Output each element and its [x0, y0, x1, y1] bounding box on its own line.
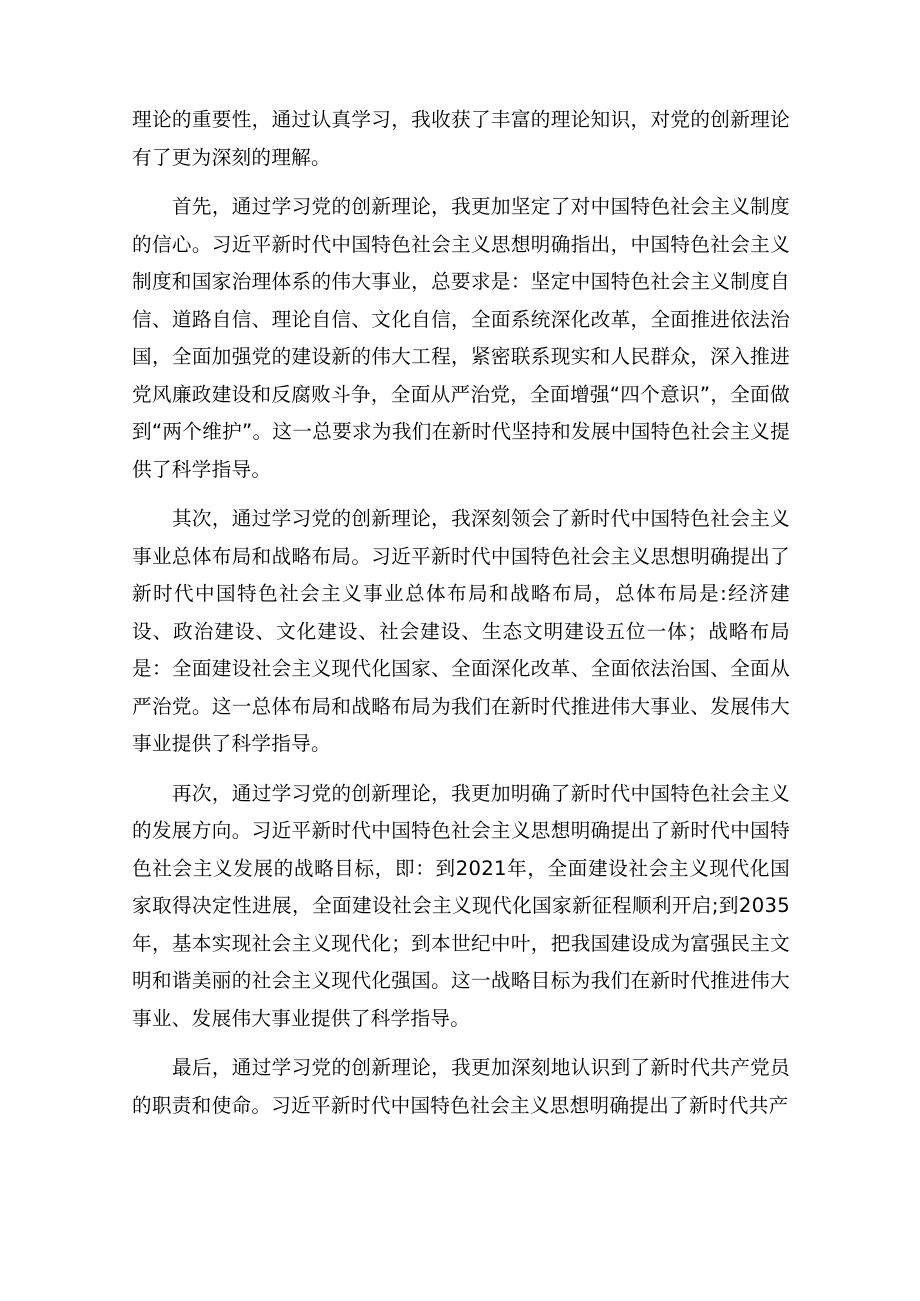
paragraph-second: 其次，通过学习党的创新理论，我深刻领会了新时代中国特色社会主义事业总体布局和战略布局。习近平新时代中国特色社会主义思想明确提出了新时代中国特色社会主义事业总体布局和战略布局，总体布局是:经济建设、政治建设、文化建设、社会建设、生态文明建设五位一体；战略布局是：全面建设社会主义现代化国家、全面深化改革、全面依法治国、全面从严治党。这一总体布局和战略布局为我们在新时代推进伟大事业、发展伟大事业提供了科学指导。 [132, 507, 790, 755]
paragraph-third: 再次，通过学习党的创新理论，我更加明确了新时代中国特色社会主义的发展方向。习近平新时代中国特色社会主义思想明确提出了新时代中国特色社会主义发展的战略目标，即：到2021年，全面建设社会主义现代化国家取得决定性进展，全面建设社会主义现代化国家新征程顺利开启;到2035年，基本实现社会主义现代化；到本世纪中叶，把我国建设成为富强民主文明和谐美丽的社会主义现代化强国。这一战略目标为我们在新时代推进伟大事业、发展伟大事业提供了科学指导。 [132, 781, 790, 1030]
paragraph-continued: 理论的重要性，通过认真学习，我收获了丰富的理论知识，对党的创新理论有了更为深刻的理解。 [132, 108, 790, 169]
paragraph-first: 首先，通过学习党的创新理论，我更加坚定了对中国特色社会主义制度的信心。习近平新时代中国特色社会主义思想明确指出，中国特色社会主义制度和国家治理体系的伟大事业，总要求是：坚定中国特色社会主义制度自信、道路自信、理论自信、文化自信，全面系统深化改革，全面推进依法治国，全面加强党的建设新的伟大工程，紧密联系现实和人民群众，深入推进党风廉政建设和反腐败斗争，全面从严治党，全面增强“四个意识”，全面做到“两个维护”。这一总要求为我们在新时代坚持和发展中国特色社会主义提供了科学指导。 [132, 195, 790, 481]
document-body [132, 101, 790, 1124]
paragraph-last: 最后，通过学习党的创新理论，我更加深刻地认识到了新时代共产党员的职责和使命。习近平新时代中国特色社会主义思想明确提出了新时代共产 [132, 1056, 790, 1117]
